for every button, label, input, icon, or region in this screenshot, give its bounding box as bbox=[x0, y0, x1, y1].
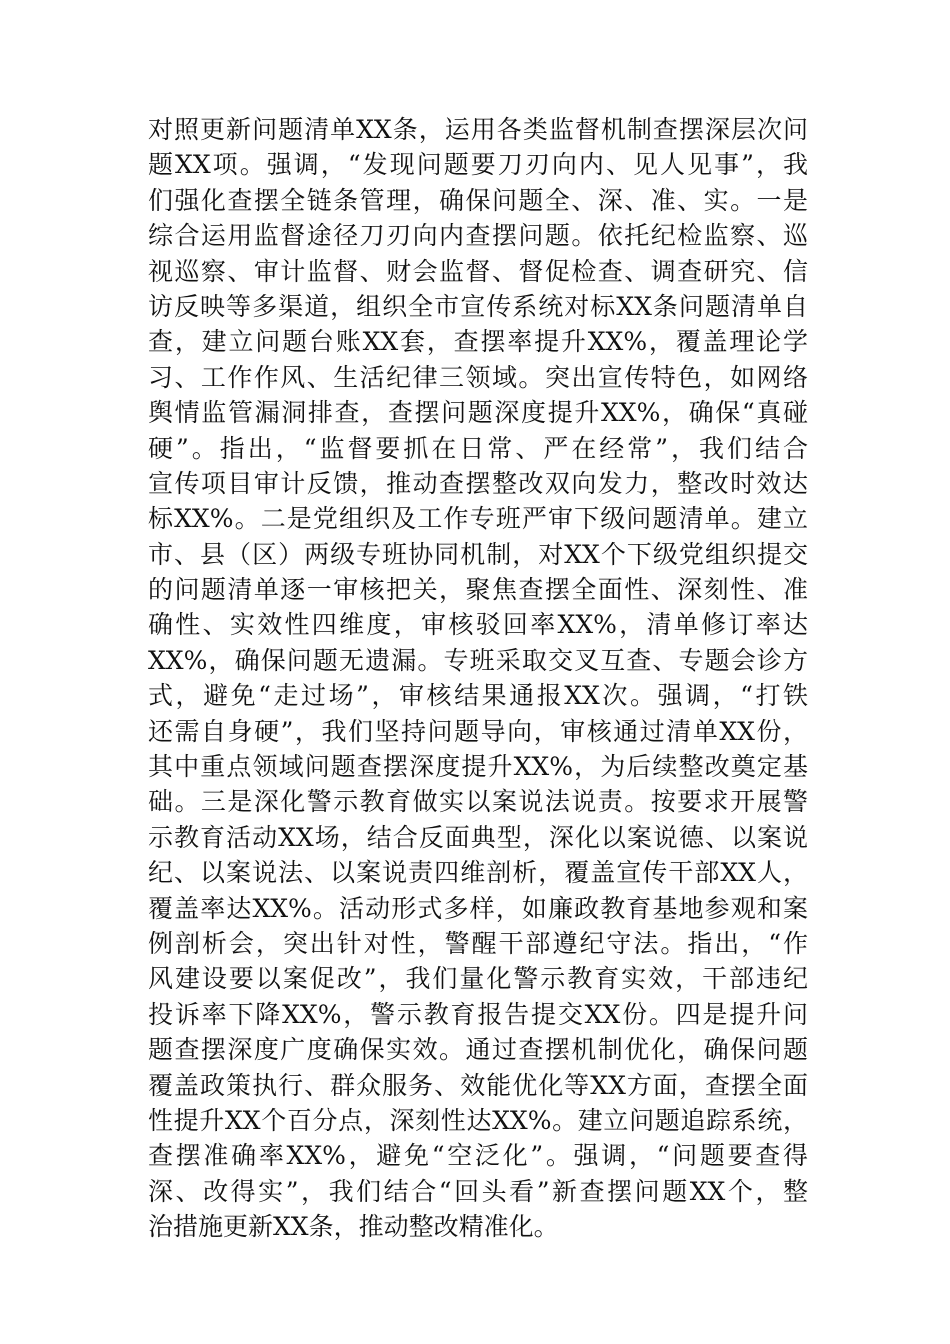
text-line: 综合运用监督途径刀刃向内查摆问题。依托纪检监察、巡 bbox=[148, 221, 808, 251]
text-line: 查摆准确率XX%，避免“空泛化”。强调，“问题要查得 bbox=[148, 1141, 808, 1171]
text-line: 视巡察、审计监督、财会监督、督促检查、调查研究、信 bbox=[148, 256, 808, 286]
text-line: 其中重点领域问题查摆深度提升XX%，为后续整改奠定基 bbox=[148, 752, 808, 782]
text-line: 硬”。指出，“监督要抓在日常、严在经常”，我们结合 bbox=[148, 433, 808, 463]
text-line: 示教育活动XX场，结合反面典型，深化以案说德、以案说 bbox=[148, 822, 808, 852]
text-line: 覆盖政策执行、群众服务、效能优化等XX方面，查摆全面 bbox=[148, 1070, 808, 1100]
text-line: 题查摆深度广度确保实效。通过查摆机制优化，确保问题 bbox=[148, 1035, 808, 1065]
text-line: 们强化查摆全链条管理，确保问题全、深、准、实。一是 bbox=[148, 185, 808, 215]
text-line: 纪、以案说法、以案说责四维剖析，覆盖宣传干部XX人， bbox=[148, 858, 808, 888]
text-line: 访反映等多渠道，组织全市宣传系统对标XX条问题清单自 bbox=[148, 291, 808, 321]
text-line: 础。三是深化警示教育做实以案说法说责。按要求开展警 bbox=[148, 787, 808, 817]
text-line: 查，建立问题台账XX套，查摆率提升XX%，覆盖理论学 bbox=[148, 327, 808, 357]
text-line: 宣传项目审计反馈，推动查摆整改双向发力，整改时效达 bbox=[148, 468, 808, 498]
text-line: 的问题清单逐一审核把关，聚焦查摆全面性、深刻性、准 bbox=[148, 575, 808, 605]
text-line: 治措施更新XX条，推动整改精准化。 bbox=[148, 1212, 559, 1242]
text-line: XX%，确保问题无遗漏。专班采取交叉互查、专题会诊方 bbox=[148, 645, 808, 675]
text-line: 式，避免“走过场”，审核结果通报XX次。强调，“打铁 bbox=[148, 681, 808, 711]
text-line: 性提升XX个百分点，深刻性达XX%。建立问题追踪系统， bbox=[148, 1105, 808, 1135]
text-line: 覆盖率达XX%。活动形式多样，如廉政教育基地参观和案 bbox=[148, 893, 808, 923]
text-line: 对照更新问题清单XX条，运用各类监督机制查摆深层次问 bbox=[148, 115, 808, 144]
text-line: 题XX项。强调，“发现问题要刀刃向内、见人见事”，我 bbox=[148, 150, 808, 180]
text-line: 标XX%。二是党组织及工作专班严审下级问题清单。建立 bbox=[148, 504, 808, 534]
text-line: 还需自身硬”，我们坚持问题导向，审核通过清单XX份， bbox=[148, 716, 808, 746]
body-paragraph bbox=[148, 112, 808, 1245]
text-line: 风建设要以案促改”，我们量化警示教育实效，干部违纪 bbox=[148, 964, 808, 994]
text-line: 投诉率下降XX%，警示教育报告提交XX份。四是提升问 bbox=[148, 999, 808, 1029]
text-line: 深、改得实”，我们结合“回头看”新查摆问题XX个，整 bbox=[148, 1176, 808, 1206]
text-line: 确性、实效性四维度，审核驳回率XX%，清单修订率达 bbox=[148, 610, 808, 640]
text-line: 市、县（区）两级专班协同机制，对XX个下级党组织提交 bbox=[148, 539, 808, 569]
text-line: 习、工作作风、生活纪律三领域。突出宣传特色，如网络 bbox=[148, 362, 808, 392]
text-line: 例剖析会，突出针对性，警醒干部遵纪守法。指出，“作 bbox=[148, 928, 808, 958]
text-line: 舆情监管漏洞排查，查摆问题深度提升XX%，确保“真碰 bbox=[148, 398, 808, 428]
